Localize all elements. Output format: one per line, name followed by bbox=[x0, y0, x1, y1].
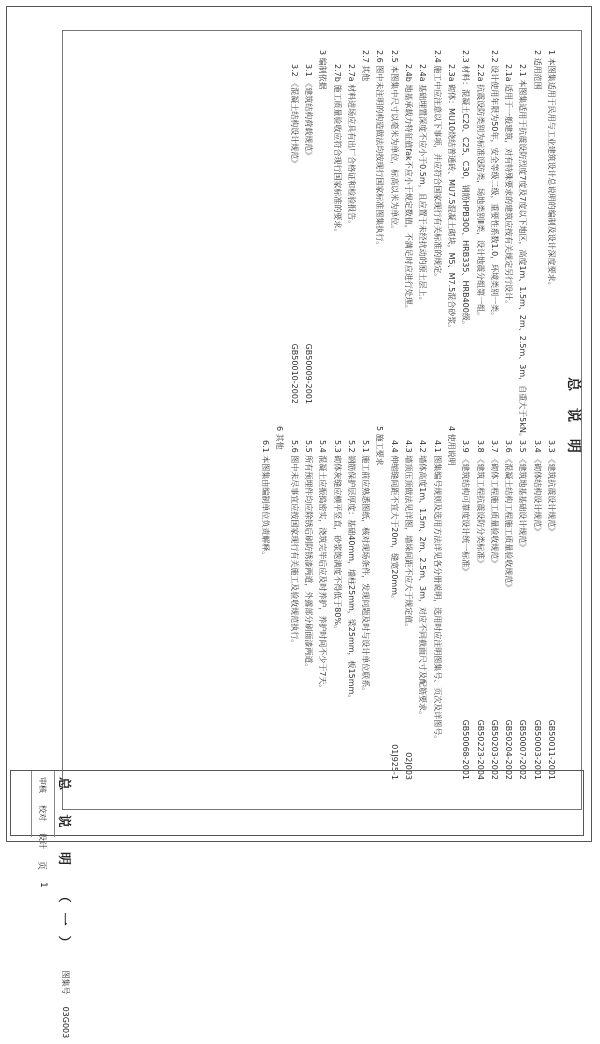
line-text: 3 编制依据 bbox=[318, 50, 328, 90]
title-block-title: 总 说 明 （一） bbox=[56, 777, 72, 959]
line-text: 2.3 材料：混凝土C20、C25、C30，钢筋HPB300、HRB335、HRB400级。 bbox=[461, 50, 471, 329]
text-line bbox=[401, 50, 415, 410]
line-text: 2.2 设计使用年限为50年，安全等级二级，重要性系数1.0，环境类别一类。 bbox=[489, 50, 499, 321]
title-block-rotated bbox=[0, 771, 77, 1039]
line-text: 5.6 图中未尽事宜应按国家现行有关施工及验收规范执行。 bbox=[289, 440, 299, 648]
text-line bbox=[344, 50, 358, 410]
line-text: 2.1 本图集适用于抗震设防烈度7度及7度以下地区，高度1m、1.5m、2m、2.5m、3m，自重大于5kN。 bbox=[518, 64, 528, 441]
rotated-content bbox=[70, 38, 590, 798]
page-label: 页 bbox=[36, 861, 47, 871]
text-line bbox=[329, 50, 343, 410]
line-text: 5.1 施工前应熟悉图纸，核对现场条件，发现问题及时与设计单位联系。 bbox=[361, 440, 371, 696]
line-text: 2.7a 材料进场应具有出厂合格证和检验报告。 bbox=[346, 64, 356, 229]
text-line bbox=[458, 50, 472, 410]
line-text: 4.3 墙顶压顶做法见详图，墙垛间距不应大于规定值。 bbox=[404, 440, 414, 632]
text-line bbox=[315, 50, 329, 410]
text-line bbox=[472, 50, 486, 410]
atlas-label: 图集号 bbox=[61, 970, 71, 995]
page-title: 总 说 明 bbox=[565, 377, 581, 459]
standard-code: 02J003 bbox=[404, 752, 414, 780]
text-line bbox=[487, 50, 501, 410]
text-line bbox=[444, 50, 458, 410]
text-line bbox=[444, 426, 458, 786]
text-line bbox=[529, 426, 543, 786]
line-text: 2.2a 抗震设防类别为标准设防类，场地类别Ⅱ类，设计地震分组第一组。 bbox=[475, 64, 485, 321]
text-line bbox=[372, 50, 386, 410]
text-columns bbox=[258, 50, 558, 786]
text-line bbox=[386, 50, 400, 410]
line-text: 6 其他 bbox=[275, 426, 285, 450]
standard-code: GB50009-2001 bbox=[303, 343, 313, 404]
text-line bbox=[344, 426, 358, 786]
text-line bbox=[458, 426, 472, 786]
standard-code: GB50223-2004 bbox=[475, 719, 485, 780]
line-text: 3.3 《建筑抗震设计规范》 bbox=[547, 440, 556, 536]
line-text: 1 本图集适用于民用与工业建筑设计总说明的编制及设计深度要求。 bbox=[547, 50, 556, 290]
text-line bbox=[372, 426, 386, 786]
standard-code: 01J925-1 bbox=[389, 744, 399, 780]
text-line bbox=[515, 426, 529, 786]
line-text: 4.1 图集编号规则及选用方法详见各分册说明，选用时应注明图集号、页次及详图号。 bbox=[432, 440, 442, 744]
line-text: 6.1 本图集由编制单位负责解释。 bbox=[261, 440, 271, 560]
line-text: 5.3 砌体灰缝应横平竖直，砂浆饱满度不得低于80%。 bbox=[332, 440, 342, 634]
text-line bbox=[429, 426, 443, 786]
text-line bbox=[501, 426, 515, 786]
text-line bbox=[272, 426, 286, 786]
right-column bbox=[258, 426, 558, 786]
text-line bbox=[358, 426, 372, 786]
line-text: 4.4 伸缩缝间距不宜大于20m，缝宽20mm。 bbox=[389, 440, 399, 604]
line-text: 2.4b 地基承载力特征值fak不应小于规定数值，不满足时应进行处理。 bbox=[404, 64, 414, 313]
line-text: 2.4 施工中应注意以下事项，并应符合国家现行有关标准的规定。 bbox=[432, 50, 442, 282]
standard-code: GB50203-2002 bbox=[489, 719, 499, 780]
line-text: 3.9 《建筑结构可靠度设计统一标准》 bbox=[461, 440, 471, 576]
text-line bbox=[301, 50, 315, 410]
line-text: 2.3a 砌体：MU10烧结普通砖、MU7.5混凝土砌块，M5、M7.5混合砂浆。 bbox=[446, 64, 456, 333]
line-text: 5.5 所有预埋件均应除锈后刷防锈漆两道，外露部分刷面漆两道。 bbox=[303, 440, 313, 672]
line-text: 3.6 《混凝土结构工程施工质量验收规范》 bbox=[504, 440, 514, 592]
text-line bbox=[386, 426, 400, 786]
text-line bbox=[286, 50, 300, 410]
title-block-row-title bbox=[54, 771, 77, 1039]
text-line bbox=[315, 426, 329, 786]
line-text: 2.6 图中未注明的构造做法均按现行国家标准图集执行。 bbox=[375, 50, 385, 250]
atlas-number: 03G003 bbox=[61, 1006, 71, 1039]
line-text: 5.2 钢筋保护层厚度：基础40mm，墙柱25mm，梁25mm，板15mm。 bbox=[346, 440, 356, 703]
line-text: 2.1a 适用于一般建筑，对有特殊要求的建筑应按有关规定另行设计。 bbox=[504, 64, 514, 309]
page-number: 1 bbox=[38, 882, 48, 888]
text-line bbox=[358, 50, 372, 410]
line-text: 2.4a 基础埋置深度不应小于0.5m，且应置于未经扰动的原土层上。 bbox=[418, 64, 428, 305]
line-text: 2 适用范围 bbox=[532, 50, 542, 90]
line-text: 2.7b 施工质量验收应符合现行国家标准的要求。 bbox=[332, 64, 342, 237]
text-line bbox=[415, 50, 429, 410]
line-text: 3.5 《建筑地基基础设计规范》 bbox=[518, 440, 528, 552]
line-text: 5 施工要求 bbox=[375, 426, 385, 466]
checked-label: 校对 bbox=[38, 805, 48, 821]
line-text: 3.2 《混凝土结构设计规范》 bbox=[289, 64, 299, 168]
title-block bbox=[10, 770, 584, 1039]
line-text: 3.7 《砌体工程施工质量验收规范》 bbox=[489, 440, 499, 568]
standard-code: GB50204-2002 bbox=[504, 719, 514, 780]
text-line bbox=[544, 50, 558, 410]
line-text: 3.8 《建筑工程抗震设防分类标准》 bbox=[475, 440, 485, 568]
text-line bbox=[501, 50, 515, 410]
title-block-row-signoff bbox=[31, 771, 54, 888]
text-line bbox=[329, 426, 343, 786]
text-line bbox=[515, 50, 529, 441]
line-text: 5.4 混凝土应振捣密实，浇筑完毕后应及时养护，养护时间不少于7天。 bbox=[318, 440, 328, 693]
line-text: 2.7 其他 bbox=[361, 50, 371, 82]
approved-label: 审核 bbox=[38, 777, 48, 793]
standard-code: GB50010-2002 bbox=[289, 343, 299, 404]
designed-label: 设计 bbox=[38, 833, 48, 849]
line-text: 4 使用说明 bbox=[446, 426, 456, 466]
text-line bbox=[487, 426, 501, 786]
text-line bbox=[544, 426, 558, 786]
standard-code: GB50007-2002 bbox=[518, 719, 528, 780]
text-line bbox=[415, 426, 429, 786]
text-line bbox=[401, 426, 415, 786]
line-text: 3.1 《建筑结构荷载规范》 bbox=[303, 64, 313, 160]
text-line bbox=[258, 426, 272, 786]
standard-code: GB50011-2001 bbox=[547, 719, 556, 780]
standard-code: GB50003-2001 bbox=[532, 719, 542, 780]
line-text: 4.2 墙体高度1m、1.5m、2m、2.5m、3m，对应不同截面尺寸及配筋要求。 bbox=[418, 440, 428, 719]
line-text: 2.5 本图集中尺寸以毫米为单位，标高以米为单位。 bbox=[389, 50, 399, 234]
text-line bbox=[429, 50, 443, 410]
text-line bbox=[286, 426, 300, 786]
text-line bbox=[301, 426, 315, 786]
line-text: 3.4 《砌体结构设计规范》 bbox=[532, 440, 542, 536]
text-line bbox=[529, 50, 543, 410]
standard-code: GB50068-2001 bbox=[461, 719, 471, 780]
text-line bbox=[472, 426, 486, 786]
